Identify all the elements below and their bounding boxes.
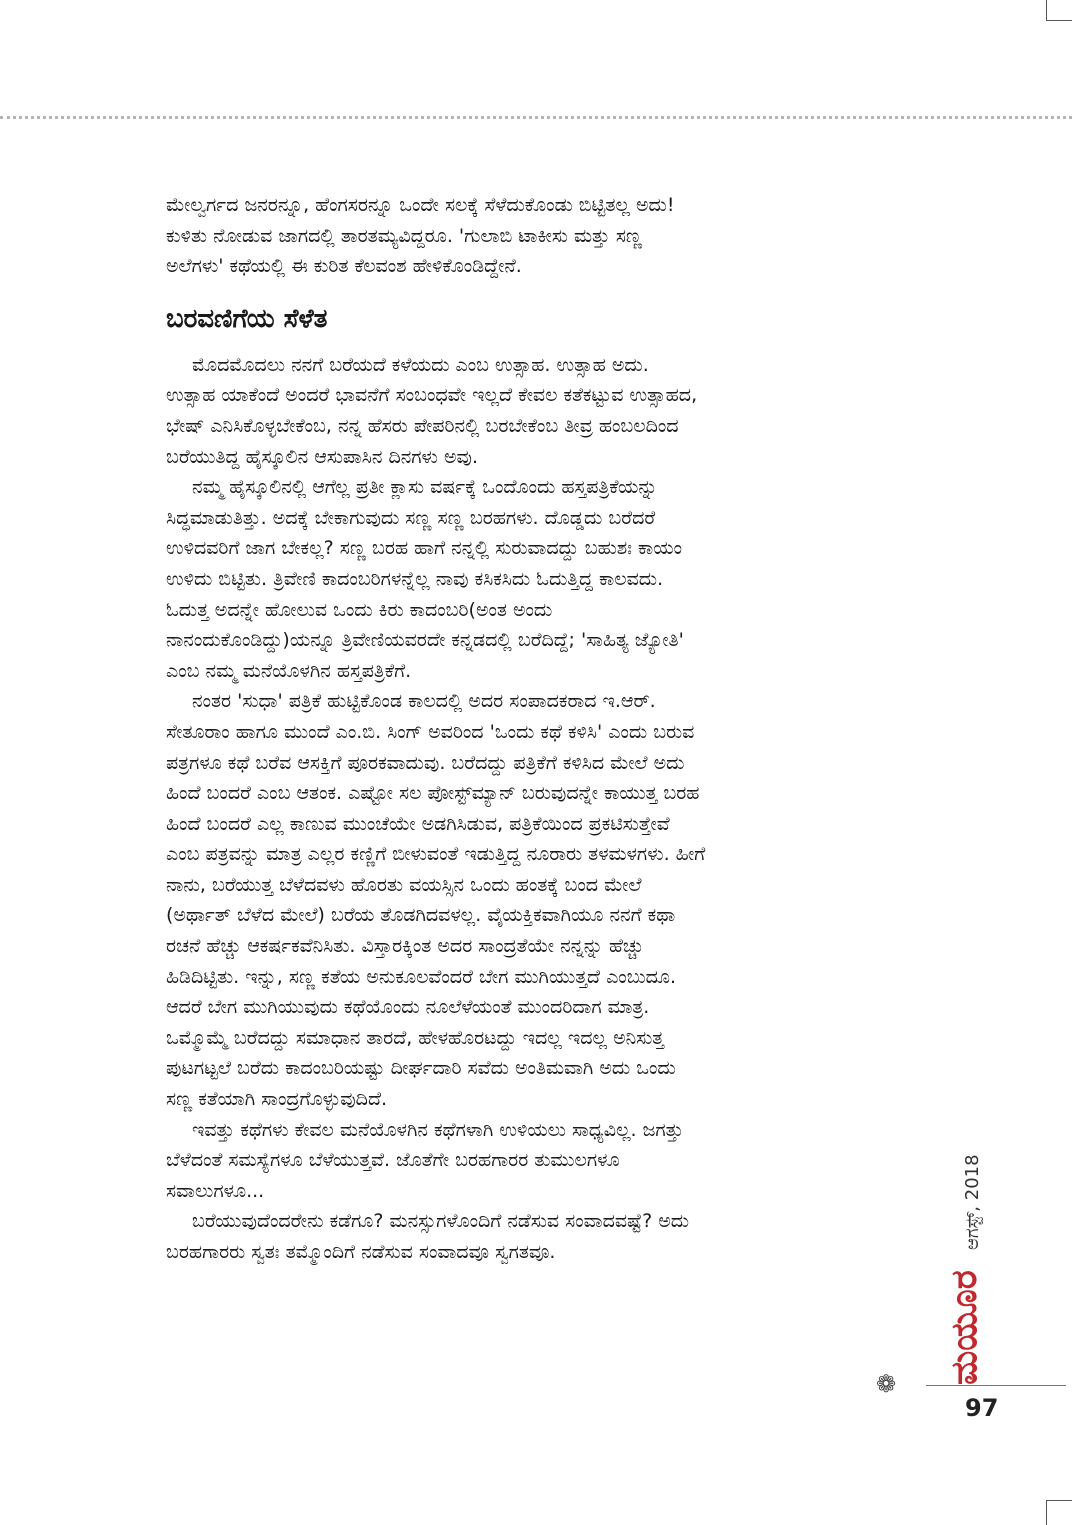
paragraph-line: ಬೆಳೆದಂತೆ ಸಮಸ್ಯೆಗಳೂ ಬೆಳೆಯುತ್ತವೆ. ಜೊತೆಗೇ ಬರಹಗಾರರ ತುಮುಲಗಳೂ	[166, 1149, 620, 1172]
paragraph-line: ಎಂಬ ಪತ್ರವನ್ನು ಮಾತ್ರ ಎಲ್ಲರ ಕಣ್ಣಿಗೆ ಬೀಳುವಂತೆ ಇಡುತ್ತಿದ್ದ ನೂರಾರು ತಳಮಳಗಳು. ಹೀಗೆ	[166, 843, 706, 866]
magazine-logo: ಮಯೂರ	[944, 1270, 985, 1385]
crop-mark-top	[1046, 0, 1047, 20]
paragraph-line: ಉಳಿದವರಿಗೆ ಜಾಗ ಬೇಕಲ್ಲ? ಸಣ್ಣ ಬರಹ ಹಾಗೆ ನನ್ನಲ್ಲಿ ಸುರುವಾದದ್ದು ಬಹುಶಃ ಕಾಯಂ	[166, 537, 682, 560]
issue-date: ಆಗಸ್ಟ್, 2018	[962, 1154, 983, 1250]
paragraph-line: ಬರೆಯುವುದೆಂದರೇನು ಕಡೆಗೂ? ಮನಸ್ಸುಗಳೊಂದಿಗೆ ನಡೆಸುವ ಸಂವಾದವಷ್ಟೆ? ಅದು	[192, 1210, 690, 1233]
page-number: 97	[965, 1394, 999, 1422]
paragraph-line: ನಮ್ಮ ಹೈಸ್ಕೂಲಿನಲ್ಲಿ ಆಗೆಲ್ಲ ಪ್ರತೀ ಕ್ಲಾಸು ವರ್ಷಕ್ಕೆ ಒಂದೊಂದು ಹಸ್ತಪತ್ರಿಕೆಯನ್ನು	[192, 476, 658, 499]
paragraph-line: ಹಿಂದೆ ಬಂದರೆ ಎಲ್ಲ ಕಾಣುವ ಮುಂಚೆಯೇ ಅಡಗಿಸಿಡುವ, ಪತ್ರಿಕೆಯಿಂದ ಪ್ರಕಟಿಸುತ್ತೇವೆ	[166, 812, 670, 835]
paragraph-line: ರಚನೆ ಹೆಚ್ಚು ಆಕರ್ಷಕವೆನಿಸಿತು. ವಿಸ್ತಾರಕ್ಕಿಂತ ಅದರ ಸಾಂದ್ರತೆಯೇ ನನ್ನನ್ನು ಹೆಚ್ಚು	[166, 935, 644, 958]
paragraph-line: ಆದರೆ ಬೇಗ ಮುಗಿಯುವುದು ಕಥೆಯೊಂದು ನೂಲೆಳೆಯಂತೆ ಮುಂದರಿದಾಗ ಮಾತ್ರ.	[166, 996, 650, 1019]
paragraph-line: ಸೇತೂರಾಂ ಹಾಗೂ ಮುಂದೆ ಎಂ.ಬಿ. ಸಿಂಗ್ ಅವರಿಂದ 'ಒಂದು ಕಥೆ ಕಳಿಸಿ' ಎಂದು ಬರುವ	[166, 720, 695, 743]
paragraph-line: ಪತ್ರಗಳೂ ಕಥೆ ಬರೆವ ಆಸಕ್ತಿಗೆ ಪೂರಕವಾದುವು. ಬರೆದದ್ದು ಪತ್ರಿಕೆಗೆ ಕಳಿಸಿದ ಮೇಲೆ ಅದು	[166, 751, 685, 774]
paragraph-line: ಬರಹಗಾರರು ಸ್ವತಃ ತಮ್ಮೊಂದಿಗೆ ನಡೆಸುವ ಸಂವಾದವೂ ಸ್ವಗತವೂ.	[166, 1241, 556, 1263]
paragraph-line: ಹಿಂದೆ ಬಂದರೆ ಎಂಬ ಆತಂಕ. ಎಷ್ಟೋ ಸಲ ಪೋಸ್ಟ್‌ಮ್ಯಾನ್ ಬರುವುದನ್ನೇ ಕಾಯುತ್ತ ಬರಹ	[166, 782, 700, 805]
paragraph-line: ಸಿದ್ಧಮಾಡುತಿತ್ತು. ಅದಕ್ಕೆ ಬೇಕಾಗುವುದು ಸಣ್ಣ ಸಣ್ಣ ಬರಹಗಳು. ದೊಡ್ಡದು ಬರೆದರೆ	[166, 506, 656, 529]
paragraph-line: ನಾನು, ಬರೆಯುತ್ತ ಬೆಳೆದವಳು ಹೊರತು ವಯಸ್ಸಿನ ಒಂದು ಹಂತಕ್ಕೆ ಬಂದ ಮೇಲೆ	[166, 873, 642, 896]
paragraph-1	[166, 350, 886, 472]
flower-ornament-icon: ❁	[876, 1370, 897, 1398]
paragraph-line: ನಾನಂದುಕೊಂಡಿದ್ದು)ಯನ್ನೂ ತ್ರಿವೇಣಿಯವರದೇ ಕನ್ನಡದಲ್ಲಿ ಬರೆದಿದ್ದೆ; 'ಸಾಹಿತ್ಯ ಜ್ಯೋತಿ'	[166, 629, 684, 652]
crop-mark-bottom-h	[1046, 1500, 1072, 1501]
paragraph-line: ಉಳಿದು ಬಿಟ್ಟಿತು. ತ್ರಿವೇಣಿ ಕಾದಂಬರಿಗಳನ್ನೆಲ್ಲ ನಾವು ಕಸಿಕಸಿದು ಓದುತ್ತಿದ್ದ ಕಾಲವದು.	[166, 567, 664, 590]
paragraph-line: ಮೊದಮೊದಲು ನನಗೆ ಬರೆಯದೆ ಕಳೆಯದು ಎಂಬ ಉತ್ಸಾಹ. ಉತ್ಸಾಹ ಅದು.	[192, 353, 649, 376]
paragraph-line: ನಂತರ 'ಸುಧಾ' ಪತ್ರಿಕೆ ಹುಟ್ಟಿಕೊಂಡ ಕಾಲದಲ್ಲಿ ಅದರ ಸಂಪಾದಕರಾದ ಇ.ಆರ್.	[192, 690, 656, 713]
paragraph-line: ಪುಟಗಟ್ಟಲೆ ಬರೆದು ಕಾದಂಬರಿಯಷ್ಟು ದೀರ್ಘದಾರಿ ಸವೆದು ಅಂತಿಮವಾಗಿ ಅದು ಒಂದು	[166, 1057, 676, 1080]
paragraph-line: ಎಂಬ ನಮ್ಮ ಮನೆಯೊಳಗಿನ ಹಸ್ತಪತ್ರಿಕೆಗೆ.	[166, 659, 412, 682]
paragraph-line: ಒಮ್ಮೊಮ್ಮೆ ಬರೆದದ್ದು ಸಮಾಧಾನ ತಾರದೆ, ಹೇಳಹೊರಟದ್ದು ಇದಲ್ಲ ಇದಲ್ಲ ಅನಿಸುತ್ತ	[166, 1026, 664, 1049]
intro-line: ಕುಳಿತು ನೋಡುವ ಜಾಗದಲ್ಲಿ ತಾರತಮ್ಯವಿದ್ದರೂ. 'ಗುಲಾಬಿ ಟಾಕೀಸು ಮತ್ತು ಸಣ್ಣ	[166, 224, 643, 247]
paragraph-line: ಓದುತ್ತ ಅದನ್ನೇ ಹೋಲುವ ಒಂದು ಕಿರು ಕಾದಂಬರಿ(ಅಂತ ಅಂದು	[166, 598, 553, 621]
paragraph-line: ಇವತ್ತು ಕಥೆಗಳು ಕೇವಲ ಮನೆಯೊಳಗಿನ ಕಥೆಗಳಾಗಿ ಉಳಿಯಲು ಸಾಧ್ಯವಿಲ್ಲ. ಜಗತ್ತು	[192, 1118, 684, 1141]
paragraph-3	[166, 686, 886, 1114]
intro-block	[166, 190, 886, 282]
paragraph-line: ಭೇಷ್ ಎನಿಸಿಕೊಳ್ಳಬೇಕೆಂಬ, ನನ್ನ ಹೆಸರು ಪೇಪರಿನಲ್ಲಿ ಬರಬೇಕೆಂಬ ತೀವ್ರ ಹಂಬಲದಿಂದ	[166, 414, 679, 437]
section-heading: ಬರವಣಿಗೆಯ ಸೆಳೆತ	[166, 303, 328, 334]
crop-mark-top-h	[1046, 20, 1072, 21]
header-dotted-rule	[0, 116, 1072, 119]
crop-mark-bottom	[1046, 1500, 1047, 1525]
paragraph-2	[166, 472, 886, 686]
paragraph-line: ಬರೆಯುತಿದ್ದ ಹೈಸ್ಕೂಲಿನ ಆಸುಪಾಸಿನ ದಿನಗಳು ಅವು.	[166, 445, 479, 468]
paragraph-5	[166, 1206, 886, 1267]
paragraph-line: (ಅರ್ಥಾತ್ ಬೆಳೆದ ಮೇಲೆ) ಬರೆಯ ತೊಡಗಿದವಳಲ್ಲ. ವೈಯಕ್ತಿಕವಾಗಿಯೂ ನನಗೆ ಕಥಾ	[166, 904, 676, 927]
intro-line: ಅಲೆಗಳು' ಕಥೆಯಲ್ಲಿ ಈ ಕುರಿತ ಕೆಲವಂಶ ಹೇಳಿಕೊಂಡಿದ್ದೇನೆ.	[166, 255, 522, 278]
paragraph-line: ಹಿಡಿದಿಟ್ಟಿತು. ಇನ್ನು, ಸಣ್ಣ ಕತೆಯ ಅನುಕೂಲವೆಂದರೆ ಬೇಗ ಮುಗಿಯುತ್ತದೆ ಎಂಬುದೂ.	[166, 965, 677, 988]
paragraph-line: ಸಣ್ಣ ಕತೆಯಾಗಿ ಸಾಂದ್ರಗೊಳ್ಳುವುದಿದೆ.	[166, 1088, 388, 1111]
paragraph-line: ಉತ್ಸಾಹ ಯಾಕೆಂದೆ ಅಂದರೆ ಭಾವನೆಗೆ ಸಂಬಂಧವೇ ಇಲ್ಲದೆ ಕೇವಲ ಕತೆಕಟ್ಟುವ ಉತ್ಸಾಹದ,	[166, 384, 698, 407]
paragraph-4	[166, 1115, 886, 1207]
footer-rule	[926, 1385, 1066, 1386]
intro-line: ಮೇಲ್ವರ್ಗದ ಜನರನ್ನೂ, ಹೆಂಗಸರನ್ನೂ ಒಂದೇ ಸಲಕ್ಕೆ ಸೆಳೆದುಕೊಂಡು ಬಿಟ್ಟಿತಲ್ಲ ಅದು!	[166, 194, 675, 216]
paragraph-line: ಸವಾಲುಗಳೂ...	[166, 1179, 265, 1202]
article-body	[166, 190, 886, 1268]
